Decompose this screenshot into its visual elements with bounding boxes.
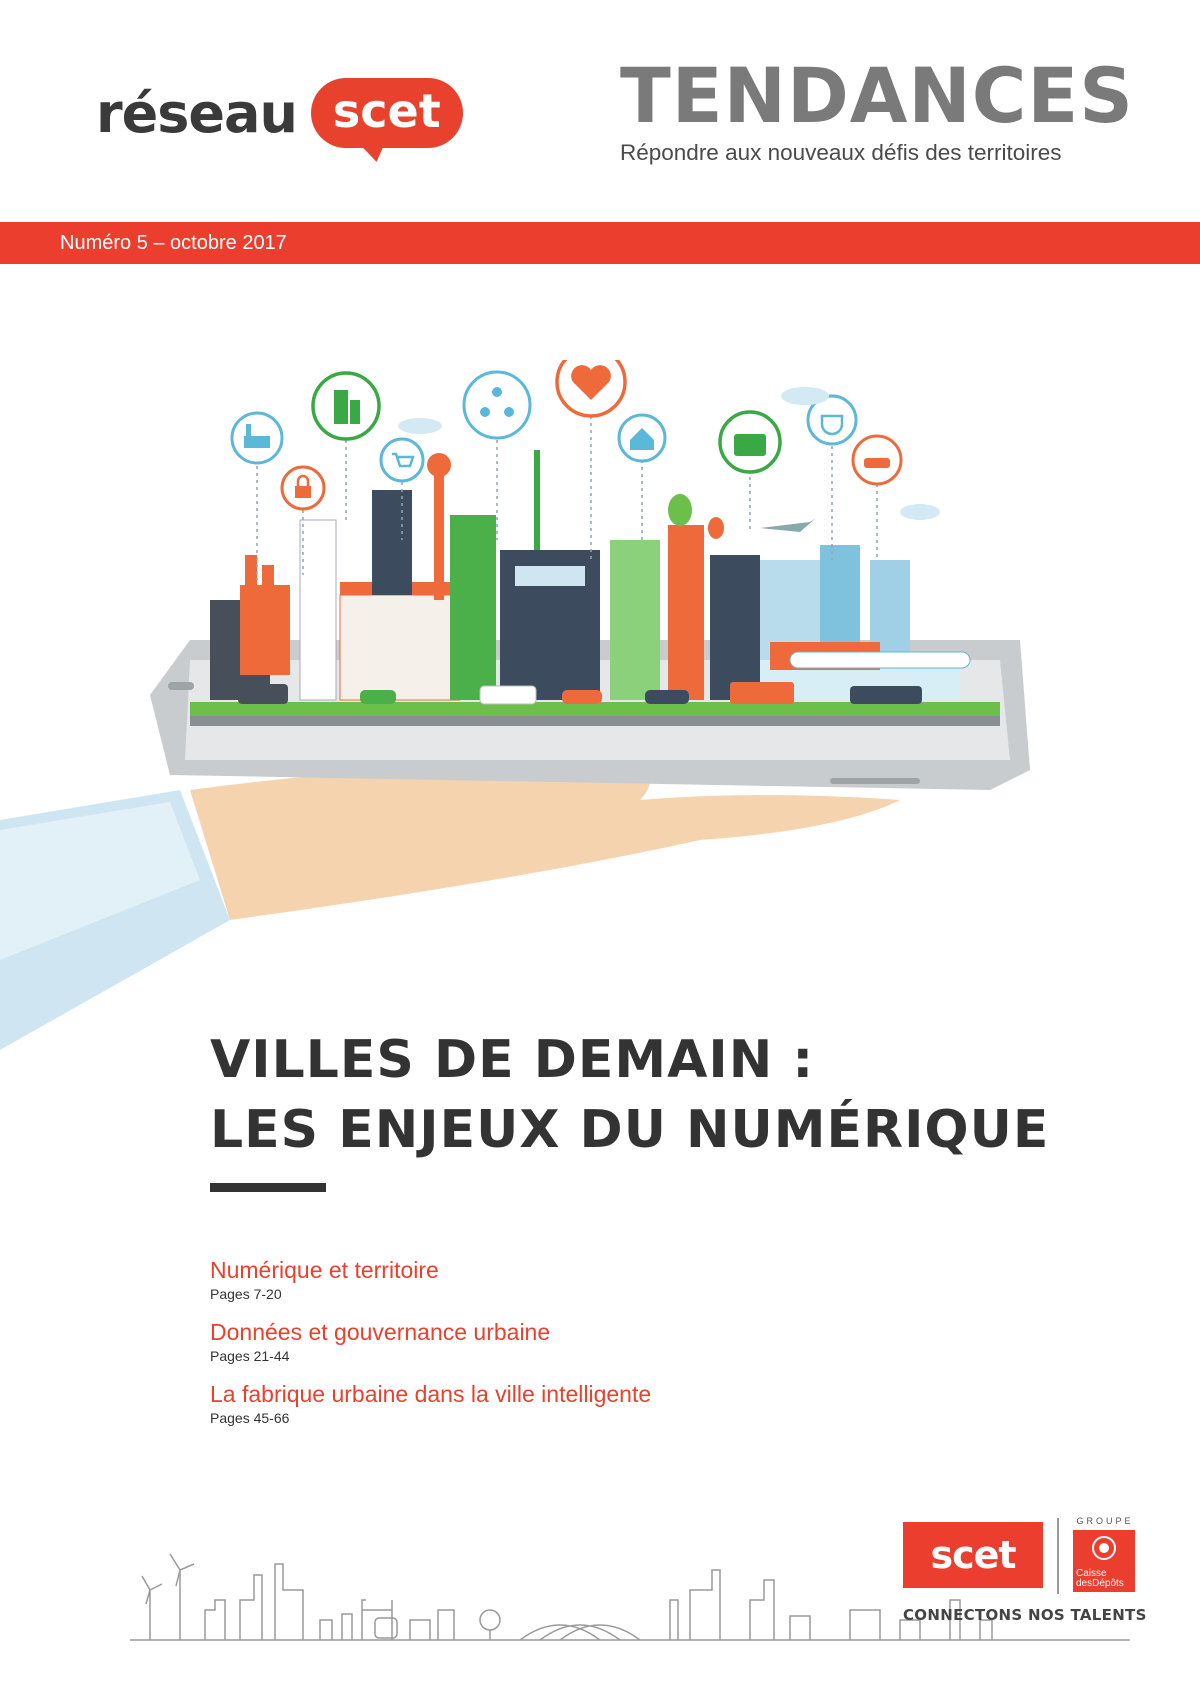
plane bbox=[760, 518, 816, 532]
cart-icon bbox=[381, 439, 423, 481]
masthead-subtitle: Répondre aux nouveaux défis des territoires bbox=[620, 140, 1062, 165]
balloon bbox=[708, 517, 724, 539]
briefcase-icon bbox=[720, 412, 780, 472]
toc-item-title: La fabrique urbaine dans la ville intelligente bbox=[210, 1381, 652, 1407]
toc-item-pages: Pages 7-20 bbox=[210, 1286, 282, 1302]
lock-icon bbox=[282, 467, 324, 509]
car-icon bbox=[853, 436, 901, 484]
toc-item bbox=[210, 1317, 910, 1365]
heart-icon bbox=[557, 360, 625, 416]
house-icon bbox=[619, 415, 665, 461]
factory-icon bbox=[232, 413, 282, 463]
headline-rule bbox=[210, 1183, 326, 1192]
cloud bbox=[781, 387, 829, 405]
cover-headline bbox=[210, 1025, 1049, 1165]
tagline: CONNECTONS NOS TALENTS bbox=[903, 1606, 1147, 1624]
issue-label: Numéro 5 – octobre 2017 bbox=[60, 231, 287, 254]
toc-item-pages: Pages 21-44 bbox=[210, 1348, 290, 1364]
toc-item bbox=[210, 1255, 910, 1303]
caisse-des-depots-logo bbox=[1073, 1516, 1137, 1592]
groupe-label: GROUPE bbox=[1076, 1516, 1134, 1526]
reseau-scet-logo bbox=[96, 78, 463, 148]
scet-logo bbox=[903, 1522, 1043, 1588]
building-icon bbox=[313, 373, 379, 439]
headline-line-2: LES ENJEUX DU NUMÉRIQUE bbox=[210, 1100, 1050, 1160]
toc-item-pages: Pages 45-66 bbox=[210, 1410, 290, 1426]
toc-item bbox=[210, 1379, 910, 1427]
smart-city-illustration bbox=[0, 360, 1200, 1060]
balloon bbox=[668, 494, 692, 526]
toc-item-title: Données et gouvernance urbaine bbox=[210, 1319, 551, 1345]
logo-divider bbox=[1057, 1518, 1059, 1594]
caisse-des-depots-box bbox=[1073, 1530, 1135, 1592]
logo-word: réseau bbox=[96, 81, 297, 145]
people-icon bbox=[464, 372, 530, 438]
caisse-text bbox=[1076, 1569, 1124, 1589]
seal-icon bbox=[1073, 1530, 1135, 1570]
logo-bubble: scet bbox=[311, 78, 463, 148]
headline-line-1: VILLES DE DEMAIN : bbox=[210, 1030, 815, 1090]
cloud bbox=[900, 504, 940, 520]
issue-band bbox=[0, 222, 1200, 264]
caisse-word: Caisse bbox=[1076, 1568, 1107, 1579]
scet-logo-text: scet bbox=[930, 1533, 1016, 1577]
masthead bbox=[620, 51, 1134, 166]
masthead-title: TENDANCES bbox=[620, 51, 1134, 140]
cloud bbox=[398, 418, 442, 434]
table-of-contents bbox=[210, 1255, 910, 1441]
toc-item-title: Numérique et territoire bbox=[210, 1257, 439, 1283]
depots-word: desDépôts bbox=[1076, 1578, 1124, 1589]
